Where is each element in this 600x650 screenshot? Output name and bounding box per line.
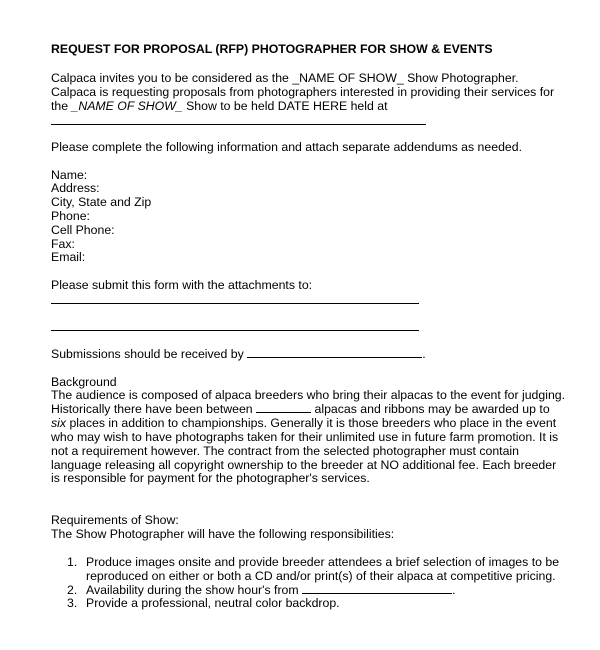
intro-line-1 (51, 71, 519, 85)
background-heading: Background (51, 375, 117, 389)
intro-line-2: Calpaca is requesting proposals from photographers interested in providing their services for (51, 85, 555, 99)
places-count: six (51, 416, 67, 430)
background-line-5: not a requirement however. The contract from the selected photographer must contain (51, 444, 520, 458)
submit-address-line-1[interactable] (51, 303, 419, 304)
field-address-label: Address: (51, 181, 100, 195)
background-text: places in addition to championships. Generally it is those breeders who place in the event (66, 416, 557, 430)
show-name-placeholder: _NAME OF SHOW_ (292, 71, 404, 85)
list-item-3: Provide a professional, neutral color backdrop. (86, 596, 340, 610)
requirements-subheading: The Show Photographer will have the following responsibilities: (51, 527, 395, 541)
instructions: Please complete the following information and attach separate addendums as needed. (51, 140, 523, 154)
background-line-2 (51, 402, 550, 416)
intro-line-3 (51, 99, 388, 113)
list-item-period: . (452, 583, 456, 597)
background-line-3 (51, 416, 556, 430)
background-text: alpacas and ribbons may be awarded up to (311, 402, 550, 416)
submit-address-line-2[interactable] (51, 330, 419, 331)
intro-text: Show Photographer. (403, 71, 519, 85)
field-fax-label: Fax: (51, 237, 75, 251)
intro-text: Show to be held DATE HERE held at (182, 99, 388, 113)
background-line-1: The audience is composed of alpaca breeders who bring their alpacas to the event for judging. (51, 388, 566, 402)
deadline-line (51, 347, 426, 361)
intro-text: Calpaca invites you to be considered as the (51, 71, 293, 85)
deadline-label: Submissions should be received by (51, 347, 248, 361)
intro-text: the (51, 99, 72, 113)
list-item-1-line-2: reproduced on either or both a CD and/or print(s) of their alpaca at competitive pricing. (86, 569, 556, 583)
list-item-number: 3. (67, 596, 78, 610)
submit-instructions: Please submit this form with the attachments to: (51, 278, 313, 292)
document-title: REQUEST FOR PROPOSAL (RFP) PHOTOGRAPHER FOR SHOW & EVENTS (51, 42, 493, 56)
field-cell-phone-label: Cell Phone: (51, 223, 115, 237)
list-item-2 (86, 583, 455, 597)
field-name-label: Name: (51, 168, 88, 182)
background-line-6: language releasing all copyright ownership to the breeder at NO additional fee. Each breeder (51, 458, 557, 472)
alpaca-count-blank[interactable] (256, 402, 311, 413)
list-item-number: 1. (67, 555, 78, 569)
show-name-placeholder: _NAME OF SHOW_ (71, 99, 183, 113)
background-line-7: is responsible for payment for the photographer's services. (51, 471, 370, 485)
show-hours-blank[interactable] (302, 583, 452, 594)
list-item-1-line-1: Produce images onsite and provide breeder attendees a brief selection of images to be (86, 555, 560, 569)
background-line-4: who may wish to have photographs taken for their unlimited use in future farm promotion. It is (51, 430, 559, 444)
requirements-heading: Requirements of Show: (51, 513, 179, 527)
field-phone-label: Phone: (51, 209, 90, 223)
field-email-label: Email: (51, 250, 86, 264)
list-item-text: Availability during the show hour's from (86, 583, 303, 597)
list-item-number: 2. (67, 583, 78, 597)
venue-blank-line[interactable] (51, 124, 426, 125)
field-city-state-zip-label: City, State and Zip (51, 195, 152, 209)
background-text: Historically there have been between (51, 402, 257, 416)
deadline-period: . (422, 347, 426, 361)
deadline-blank[interactable] (247, 347, 422, 358)
